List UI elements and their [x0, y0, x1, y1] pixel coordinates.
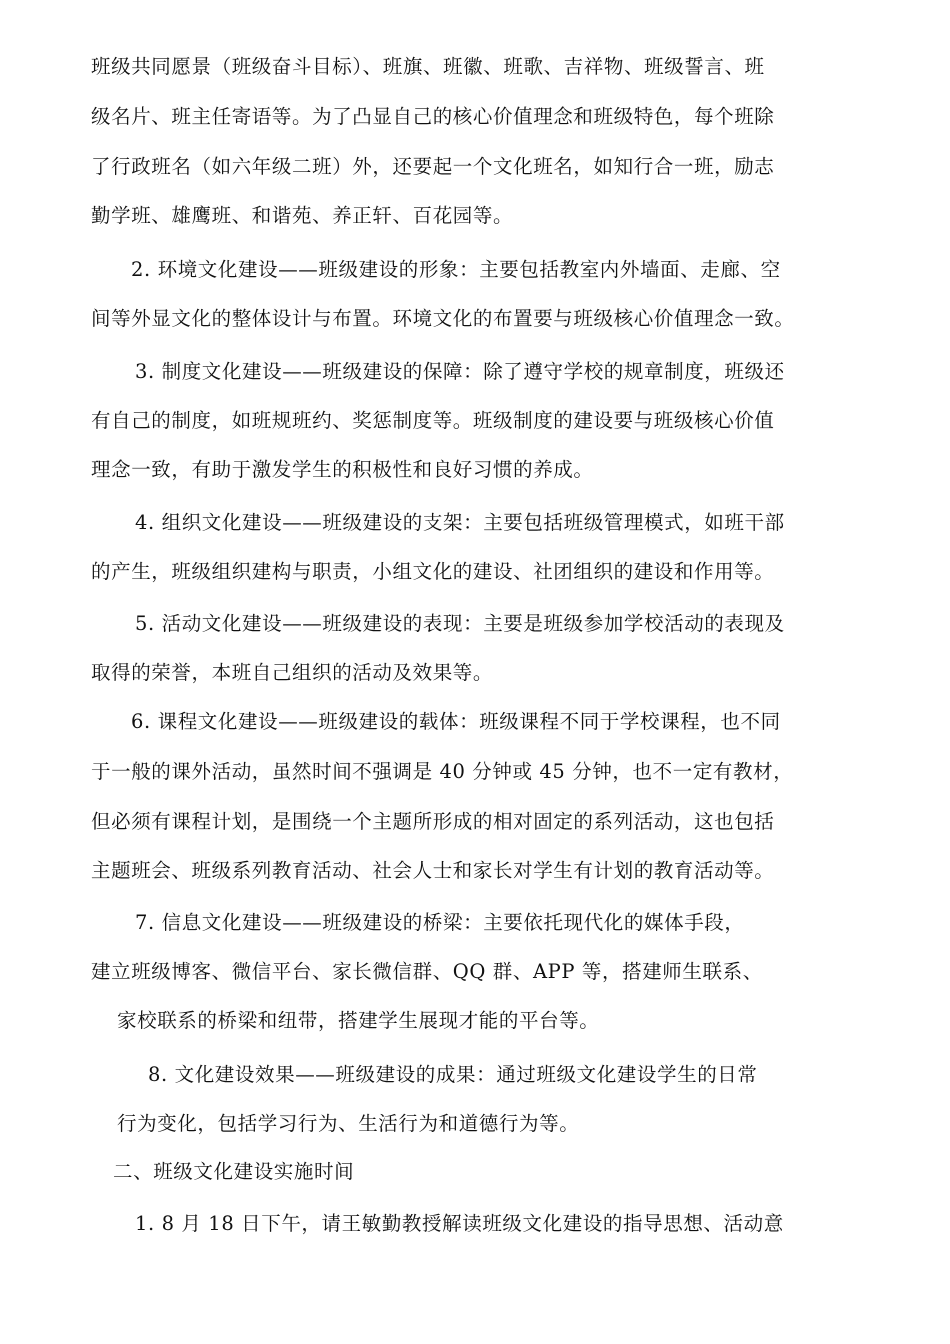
text-line: 但必须有课程计划，是围绕一个主题所形成的相对固定的系列活动，这也包括 — [91, 810, 775, 833]
section-heading: 二、班级文化建设实施时间 — [113, 1160, 355, 1183]
text-line: 建立班级博客、微信平台、家长微信群、QQ 群、APP 等，搭建师生联系、 — [91, 960, 763, 983]
text-line: 6. 课程文化建设——班级建设的载体：班级课程不同于学校课程，也不同 — [131, 710, 781, 733]
text-line: 8. 文化建设效果——班级建设的成果：通过班级文化建设学生的日常 — [148, 1063, 758, 1086]
text-line: 主题班会、班级系列教育活动、社会人士和家长对学生有计划的教育活动等。 — [91, 859, 775, 882]
text-line: 2. 环境文化建设——班级建设的形象：主要包括教室内外墙面、走廊、空 — [131, 258, 781, 281]
text-line: 勤学班、雄鹰班、和谐苑、养正轩、百花园等。 — [91, 204, 514, 227]
text-line: 于一般的课外活动，虽然时间不强调是 40 分钟或 45 分钟，也不一定有教材， — [91, 760, 794, 783]
text-line: 了行政班名（如六年级二班）外，还要起一个文化班名，如知行合一班，励志 — [91, 155, 775, 178]
text-line: 取得的荣誉，本班自己组织的活动及效果等。 — [91, 661, 494, 684]
text-line: 理念一致，有助于激发学生的积极性和良好习惯的养成。 — [91, 458, 594, 481]
text-line: 5. 活动文化建设——班级建设的表现：主要是班级参加学校活动的表现及 — [135, 612, 785, 635]
text-line: 级名片、班主任寄语等。为了凸显自己的核心价值理念和班级特色，每个班除 — [91, 105, 775, 128]
text-line: 班级共同愿景（班级奋斗目标）、班旗、班徽、班歌、吉祥物、班级誓言、班 — [91, 55, 765, 78]
text-line: 7. 信息文化建设——班级建设的桥梁：主要依托现代化的媒体手段， — [135, 911, 745, 934]
text-line: 1. 8 月 18 日下午，请王敏勤教授解读班级文化建设的指导思想、活动意 — [135, 1212, 784, 1235]
text-line: 的产生，班级组织建构与职责，小组文化的建设、社团组织的建设和作用等。 — [91, 560, 775, 583]
text-line: 间等外显文化的整体设计与布置。环境文化的布置要与班级核心价值理念一致。 — [91, 307, 795, 330]
text-line: 4. 组织文化建设——班级建设的支架：主要包括班级管理模式，如班干部 — [135, 511, 785, 534]
text-line: 家校联系的桥梁和纽带，搭建学生展现才能的平台等。 — [117, 1009, 600, 1032]
text-line: 有自己的制度，如班规班约、奖惩制度等。班级制度的建设要与班级核心价值 — [91, 409, 775, 432]
text-line: 3. 制度文化建设——班级建设的保障：除了遵守学校的规章制度，班级还 — [135, 360, 785, 383]
text-line: 行为变化，包括学习行为、生活行为和道德行为等。 — [117, 1112, 580, 1135]
